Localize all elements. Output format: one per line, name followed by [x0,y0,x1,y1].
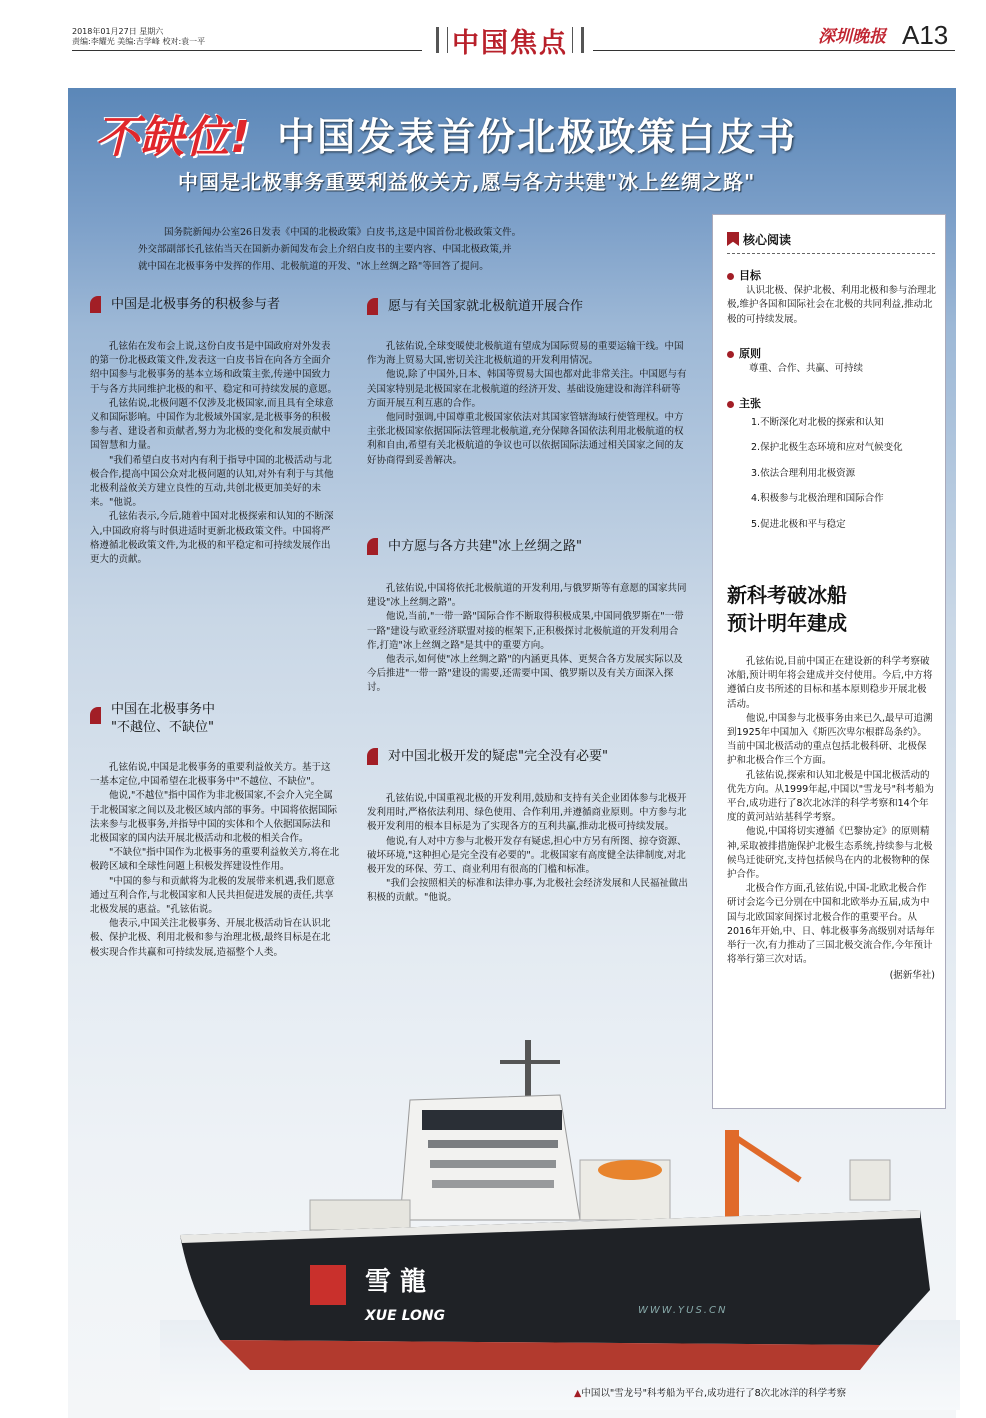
divider [727,253,935,254]
triangle-icon: ▲ [574,1388,582,1399]
paragraph: 他表示,如何使"冰上丝绸之路"的内涵更具体、更契合各方发展实际以及今后推进"一带一路"建设的需要,还需要中国、俄罗斯以及有关方面深入探讨。 [367,654,683,694]
list-item: 3.依法合理利用北极资源 [751,467,856,479]
paragraph: "我们会按照相关的标准和法律办事,为北极社会经济发展和人民福祉做出积极的贡献。"他说。 [367,878,688,904]
lead-line: 就中国在北极事务中发挥的作用、北极航道的开发、"冰上丝绸之路"等回答了提问。 [138,261,489,272]
paragraph: "不缺位"指中国作为北极事务的重要利益攸关方,将在北极跨区域和全球性问题上积极发挥建设性作用。 [90,847,340,873]
paragraph: 北极合作方面,孔铉佑说,中国-北欧北极合作研讨会迄今已分别在中国和北欧举办五届,成为中国与北欧国家间探讨北极合作的重要平台。从2016年开始,中、日、韩北极事务高级别对话每年举行一次,有力推动了三国北极交流合作,今年预计将举行第三次对话。 [727,883,935,966]
list-item: 5.促进北极和平与稳定 [751,518,846,530]
article-column-1b [90,701,340,960]
section-heading: 对中国北极开发的疑虑"完全没有必要" [367,748,689,766]
list-item: 2.保护北极生态环境和应对气候变化 [751,442,903,453]
paragraph: 他说,除了中国外,日本、韩国等贸易大国也都对此非常关注。中国愿与有关国家特别是北极国家在北极航道的经济开发、基础设施建设和海洋科研等方面开展互利互惠的合作。 [367,369,687,409]
paragraph: 他说,"不越位"指中国作为非北极国家,不会介入完全属于北极国家之间以及北极区域内部的事务。中国将依据国际法来参与北极事务,并指导中国的实体和个人依据国际法和北极国家的国内法开展北极活动和北极的相关合作。 [90,790,338,845]
paragraph: 他说,中国将切实遵循《巴黎协定》的原则精神,采取被排措施保护北极生态系统,持续参与北极候鸟迁徙研究,支持包括候鸟在内的北极物种的保护合作。 [727,826,933,881]
paragraph: 孔铉佑说,中国重视北极的开发利用,鼓励和支持有关企业团体参与北极开发利用时,严格依法利用、绿色使用、合作利用,并遵循商业原则。中方参与北极开发利用的根本目标是为了实现各方的互利共赢,推动北极可持续发展。 [367,793,687,833]
paragraph: 他表示,中国关注北极事务、开展北极活动旨在认识北极、保护北极、利用北极和参与治理北极,最终目标是在北极实现合作共赢和可持续发展,造福整个人类。 [90,918,331,958]
section-marker-icon [90,296,101,313]
subheadline: 中国是北极事务重要利益攸关方,愿与各方共建"冰上丝绸之路" [178,170,756,194]
masthead-rule-right [593,50,955,51]
section-name: 中国焦点 [452,27,568,59]
page-number: A13 [902,20,949,50]
watermark: WWW.YUS.CN [638,1305,728,1316]
article-column-1 [90,296,340,567]
dragon-emblem-icon [310,1265,346,1305]
paragraph: 他说,中国参与北极事务由来已久,最早可追溯到1925年中国加入《斯匹次卑尔根群岛条约》。当前中国北极活动的重点包括北极科研、北极保护和北极合作三个方面。 [727,712,933,767]
section-heading: 中国是北极事务的积极参与者 [90,296,340,314]
stance-block: 主张 1.不断深化对北极的探索和认知 2.保护北极生态环境和应对气候变化 3.依法合理利用北极资源 4.积极参与北极治理和国际合作 5.促进北极和平与稳定 [727,397,937,543]
paragraph: 孔铉佑说,全球变暖使北极航道有望成为国际贸易的重要运输干线。中国作为海上贸易大国,密切关注北极航道的开发利用情况。 [367,341,684,367]
paragraph: 孔铉佑说,探索和认知北极是中国北极活动的优先方向。从1999年起,中国以"雪龙号"科考船为平台,成功进行了8次北冰洋的科学考察和14个年度的黄河站站基科学考察。 [727,769,934,824]
source-credit: (据新华社) [889,970,935,982]
hull-waterline [220,1340,880,1370]
lead-paragraph [138,224,618,275]
headline-main: 中国发表首份北极政策白皮书 [277,114,798,159]
paragraph: "我们希望白皮书对内有利于指导中国的北极活动与北极合作,提高中国公众对北极问题的认知,对外有利于与其他北极利益攸关方建立良性的互动,共创北极更加美好的未来。"他说。 [90,454,334,509]
crane [725,1130,739,1220]
lead-line: 国务院新闻办公室26日发表《中国的北极政策》白皮书,这是中国首份北极政策文件。 [164,227,522,238]
sidebar-tag: 核心阅读 [727,229,791,249]
paragraph: 他同时强调,中国尊重北极国家依法对其国家管辖海域行使管理权。中方主张北极国家依据国际法管理北极航道,充分保障各国依法利用北极航道的权利和自由,希望有关北极航道的争议也可以依据国际法通过相关国家之间的友好协商得到妥善解决。 [367,412,684,466]
bullet-icon [727,351,734,358]
paragraph: 孔铉佑在发布会上说,这份白皮书是中国政府对外发表的第一份北极政策文件,发表这一白皮书旨在向各方全面介绍中国参与北极事务的基本立场和政策主张,传递中国致力于与各方共同维护北极的和平、稳定和可持续发展的意愿。 [90,341,338,395]
lifeboat [598,1160,662,1180]
section-marker-icon [90,707,101,724]
principle-block: 原则 尊重、合作、共赢、可持续 [727,347,937,376]
goal-block: 目标 认识北极、保护北极、利用北极和参与治理北极,维护各国和国际社会在北极的共同利益,推动北极的可持续发展。 [727,269,937,325]
lead-line: 外交部副部长孔铉佑当天在国新办新闻发布会上介绍白皮书的主要内容、中国北极政策,并 [138,244,512,255]
article-column-2b [367,538,689,696]
editors-line: 责编:李耀光 美编:吉学峰 校对:袁一平 [72,37,206,46]
headline-accent: 不缺位! [95,112,252,163]
paragraph: 孔铉佑表示,今后,随着中国对北极探索和认知的不断深入,中国政府将与时俱进适时更新北极政策文件。中国将严格遵循北极政策文件,为北极的和平稳定和可持续发展作出更大的贡献。 [90,511,334,566]
paragraph: 孔铉佑说,目前中国正在建设新的科学考察破冰船,预计明年将会建成并交付使用。今后,中方将遵循白皮书所述的目标和基本原则稳步开展北极活动。 [727,656,933,710]
paragraph: 他说,有人对中方参与北极开发存有疑虑,担心中方另有所图、掠夺资源、破坏环境,"这种担心是完全没有必要的"。北极国家有高度健全法律制度,对北极开发的环保、劳工、商业利用有很高的门槛和标准。 [367,835,687,876]
section-heading: 中国在北极事务中 "不越位、不缺位" [90,701,340,737]
ship-name-en: XUE LONG [365,1308,446,1324]
headline [95,98,945,168]
ship-photo [160,1040,960,1410]
article-column-2 [367,298,689,468]
paragraph: "中国的参与和贡献将为北极的发展带来机遇,我们愿意通过互利合作,与北极国家和人民共担促进发展的责任,共享北极发展的惠益。"孔铉佑说。 [90,875,335,916]
list-item: 4.积极参与北极治理和国际合作 [751,493,884,504]
paragraph: 孔铉佑说,中国是北极事务的重要利益攸关方。基于这一基本定位,中国希望在北极事务中"不越位、不缺位"。 [90,762,331,788]
section-banner [430,20,590,60]
section-marker-icon [367,748,378,765]
news-body [727,655,935,984]
sidebar-core-reading [712,214,946,1109]
date-line: 2018年01月27日 星期六 [72,27,164,36]
ship-name-cn: 雪 龍 [365,1267,427,1297]
list-item: 1.不断深化对北极的探索和认知 [751,416,884,428]
paragraph: 孔铉佑说,中国将依托北极航道的开发利用,与俄罗斯等有意愿的国家共同建设"冰上丝绸之路"。 [367,583,687,609]
paragraph: 他说,当前,"一带一路"国际合作不断取得积极成果,中国同俄罗斯在"一带一路"建设与欧亚经济联盟对接的框架下,正积极探讨北极航道的开发利用合作,打造"冰上丝绸之路"是其中的重要方向。 [367,611,684,651]
section-marker-icon [367,298,378,315]
photo-caption: ▲中国以"雪龙号"科考船为平台,成功进行了8次北冰洋的科学考察 [574,1388,847,1399]
news-title: 新科考破冰船 预计明年建成 [727,583,847,635]
section-marker-icon [367,538,378,555]
flag-icon [727,232,739,246]
masthead-meta [72,27,205,47]
section-heading: 愿与有关国家就北极航道开展合作 [367,298,689,316]
article-column-2c [367,748,689,906]
paragraph: 孔铉佑说,北极问题不仅涉及北极国家,而且具有全球意义和国际影响。中国作为北极域外国家,是北极事务的积极参与者、建设者和贡献者,努力为北极的变化和发展贡献中国智慧和力量。 [90,397,334,452]
bullet-icon [727,401,734,408]
section-heading: 中方愿与各方共建"冰上丝绸之路" [367,538,689,556]
paper-logo: 深圳晚报 [818,27,886,47]
bullet-icon [727,273,734,280]
masthead-rule-left [72,50,422,51]
